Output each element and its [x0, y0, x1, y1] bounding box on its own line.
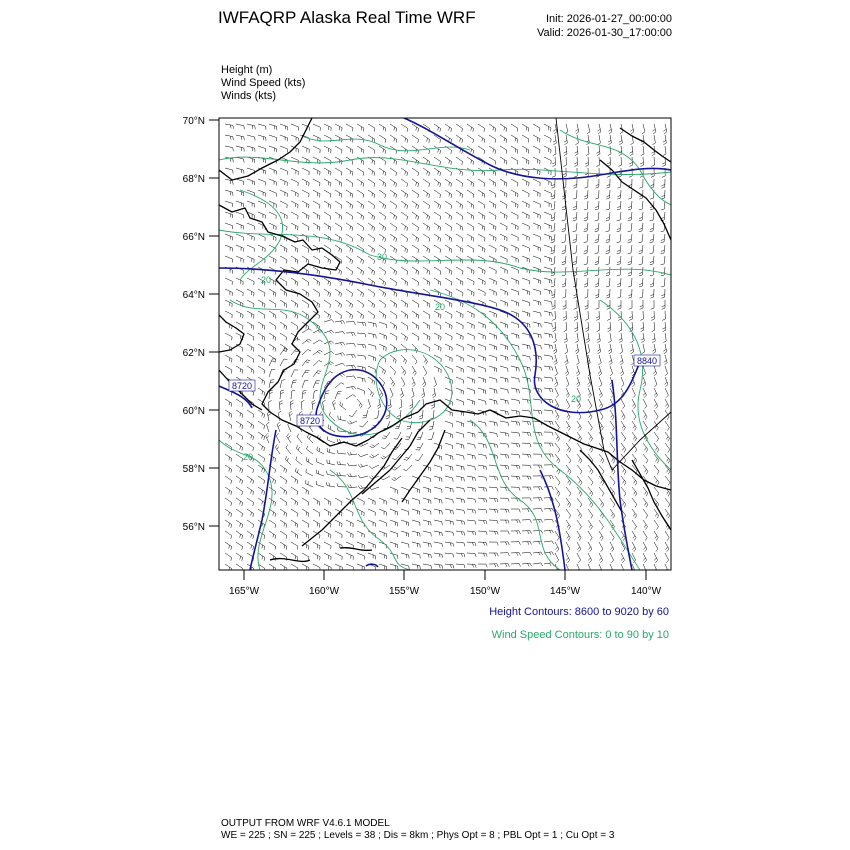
- init-time: Init: 2026-01-27_00:00:00: [546, 13, 672, 25]
- lat-label: 58°N: [182, 464, 205, 475]
- field-label-height: Height (m): [221, 64, 273, 76]
- model-info: OUTPUT FROM WRF V4.6.1 MODEL: [221, 818, 390, 829]
- plot-title: IWFAQRP Alaska Real Time WRF: [218, 8, 476, 27]
- height-contour-label: 8840: [636, 356, 658, 366]
- height-contour-label: 8720: [299, 416, 321, 426]
- height-contours-legend: Height Contours: 8600 to 9020 by 60: [489, 606, 669, 618]
- lon-label: 165°W: [228, 586, 260, 597]
- wind-speed-contours-legend: Wind Speed Contours: 0 to 90 by 10: [491, 629, 669, 641]
- height-contour-label: 8720: [231, 381, 253, 391]
- lat-label: 62°N: [182, 348, 205, 359]
- lon-label: 150°W: [469, 586, 501, 597]
- lon-label: 145°W: [549, 586, 581, 597]
- lon-label: 140°W: [630, 586, 662, 597]
- valid-time: Valid: 2026-01-30_17:00:00: [537, 27, 672, 39]
- wind-barbs: [225, 124, 670, 574]
- lat-label: 56°N: [182, 522, 205, 533]
- field-label-wind-speed: Wind Speed (kts): [221, 77, 306, 89]
- wind-contour-label: 20: [570, 394, 582, 404]
- lat-label: 60°N: [182, 406, 205, 417]
- axis-ticks: [209, 120, 646, 580]
- wind-contour-label: 20: [242, 452, 254, 462]
- lat-label: 64°N: [182, 290, 205, 301]
- model-settings: WE = 225 ; SN = 225 ; Levels = 38 ; Dis = 8km ; Phys Opt = 8 ; PBL Opt = 1 ; Cu Opt = 3: [221, 830, 615, 841]
- lat-label: 66°N: [182, 232, 205, 243]
- wind-contour-label: 20: [434, 302, 446, 312]
- lon-label: 160°W: [308, 586, 340, 597]
- wind-contour-label: 20: [260, 275, 272, 285]
- wind-barb-field: [225, 124, 670, 574]
- field-label-winds: Winds (kts): [221, 90, 276, 102]
- lon-label: 155°W: [388, 586, 420, 597]
- lat-label: 68°N: [182, 174, 205, 185]
- wind-contour-label: 30: [376, 252, 388, 262]
- lat-label: 70°N: [182, 116, 205, 127]
